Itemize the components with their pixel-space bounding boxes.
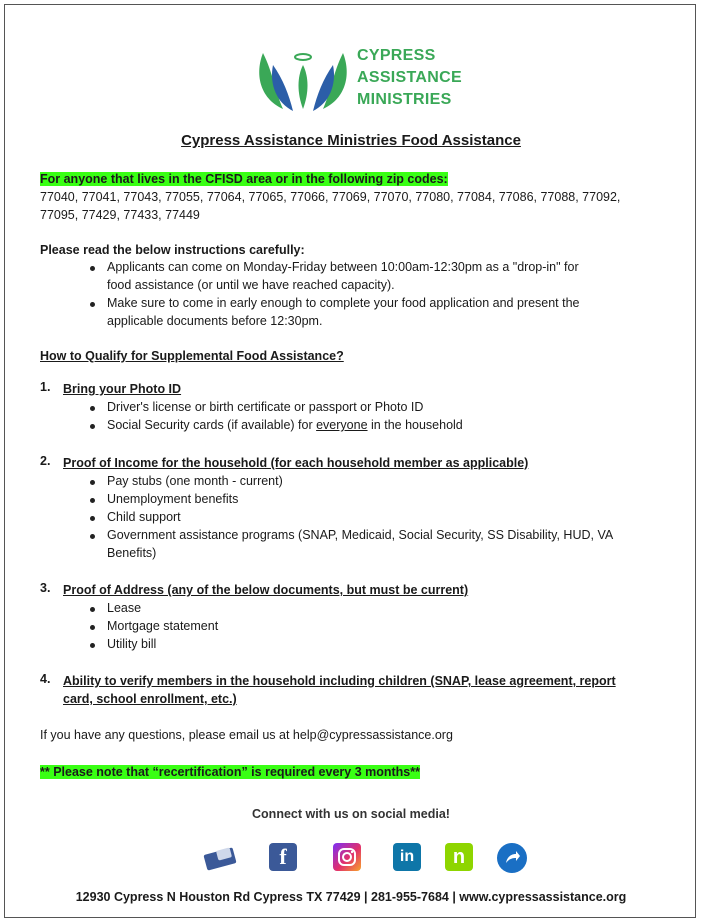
facebook-icon[interactable]: f [269, 843, 297, 871]
instruction-2-line-1: Make sure to come in early enough to complete your food application and present the [107, 296, 580, 310]
section-2-number: 2. [40, 454, 51, 468]
share-arrow-icon[interactable] [497, 843, 527, 873]
linkedin-icon[interactable]: in [393, 843, 421, 871]
nextdoor-icon[interactable]: n [445, 843, 473, 871]
bullet-icon [90, 625, 95, 630]
section-3-heading: Proof of Address (any of the below documents, but must be current) [63, 583, 469, 597]
section-2-item-1: Pay stubs (one month - current) [107, 474, 283, 488]
bullet-icon [90, 266, 95, 271]
bullet-icon [90, 516, 95, 521]
section-1-heading: Bring your Photo ID [63, 382, 182, 396]
instruction-1-line-2: food assistance (or until we have reached capacity). [107, 278, 395, 292]
section-3-item-3: Utility bill [107, 637, 157, 651]
section-3-item-2: Mortgage statement [107, 619, 219, 633]
section-4-heading-line-1: Ability to verify members in the household including children (SNAP, lease agreement, report [63, 674, 616, 688]
section-1-item-2: Social Security cards (if available) for everyone in the household [107, 418, 463, 432]
like-thumb-icon[interactable] [203, 843, 231, 871]
footer-address: 12930 Cypress N Houston Rd Cypress TX 77429 | 281-955-7684 | www.cypressassistance.org [75, 890, 627, 904]
bullet-icon [90, 424, 95, 429]
logo-text: CYPRESS ASSISTANCE MINISTRIES [357, 47, 462, 108]
document-page [4, 4, 696, 918]
bullet-icon [90, 498, 95, 503]
questions-text: If you have any questions, please email us at help@cypressassistance.org [40, 728, 453, 742]
section-2-item-4-line-2: Benefits) [107, 546, 157, 560]
qualify-heading: How to Qualify for Supplemental Food Assistance? [40, 349, 344, 363]
section-3-item-1: Lease [107, 601, 142, 615]
bullet-icon [90, 607, 95, 612]
bullet-icon [90, 406, 95, 411]
logo [253, 43, 483, 115]
bullet-icon [90, 480, 95, 485]
section-2-item-2: Unemployment benefits [107, 492, 239, 506]
page-title: Cypress Assistance Ministries Food Assistance [181, 132, 521, 149]
instruction-2-line-2: applicable documents before 12:30pm. [107, 314, 323, 328]
section-2-heading: Proof of Income for the household (for each household member as applicable) [63, 456, 529, 470]
section-4-number: 4. [40, 672, 51, 686]
logo-emblem-icon [253, 43, 353, 115]
recertification-note: ** Please note that “recertification” is required every 3 months** [40, 765, 420, 779]
zip-intro: For anyone that lives in the CFISD area or in the following zip codes: [40, 172, 448, 186]
section-3-number: 3. [40, 581, 51, 595]
instagram-icon[interactable] [333, 843, 361, 871]
bullet-icon [90, 534, 95, 539]
section-1-number: 1. [40, 380, 51, 394]
section-1-item-1: Driver's license or birth certificate or passport or Photo ID [107, 400, 424, 414]
connect-heading: Connect with us on social media! [252, 807, 450, 821]
zip-line-1: 77040, 77041, 77043, 77055, 77064, 77065, 77066, 77069, 77070, 77080, 77084, 77086, 77088, 77092, [40, 190, 621, 204]
instructions-heading: Please read the below instructions carefully: [40, 243, 305, 257]
section-4-heading-line-2: card, school enrollment, etc.) [63, 692, 237, 706]
bullet-icon [90, 302, 95, 307]
bullet-icon [90, 643, 95, 648]
zip-line-2: 77095, 77429, 77433, 77449 [40, 208, 200, 222]
section-2-item-4-line-1: Government assistance programs (SNAP, Medicaid, Social Security, SS Disability, HUD, VA [107, 528, 614, 542]
section-2-item-3: Child support [107, 510, 181, 524]
instruction-1-line-1: Applicants can come on Monday-Friday between 10:00am-12:30pm as a "drop-in" for [107, 260, 579, 274]
